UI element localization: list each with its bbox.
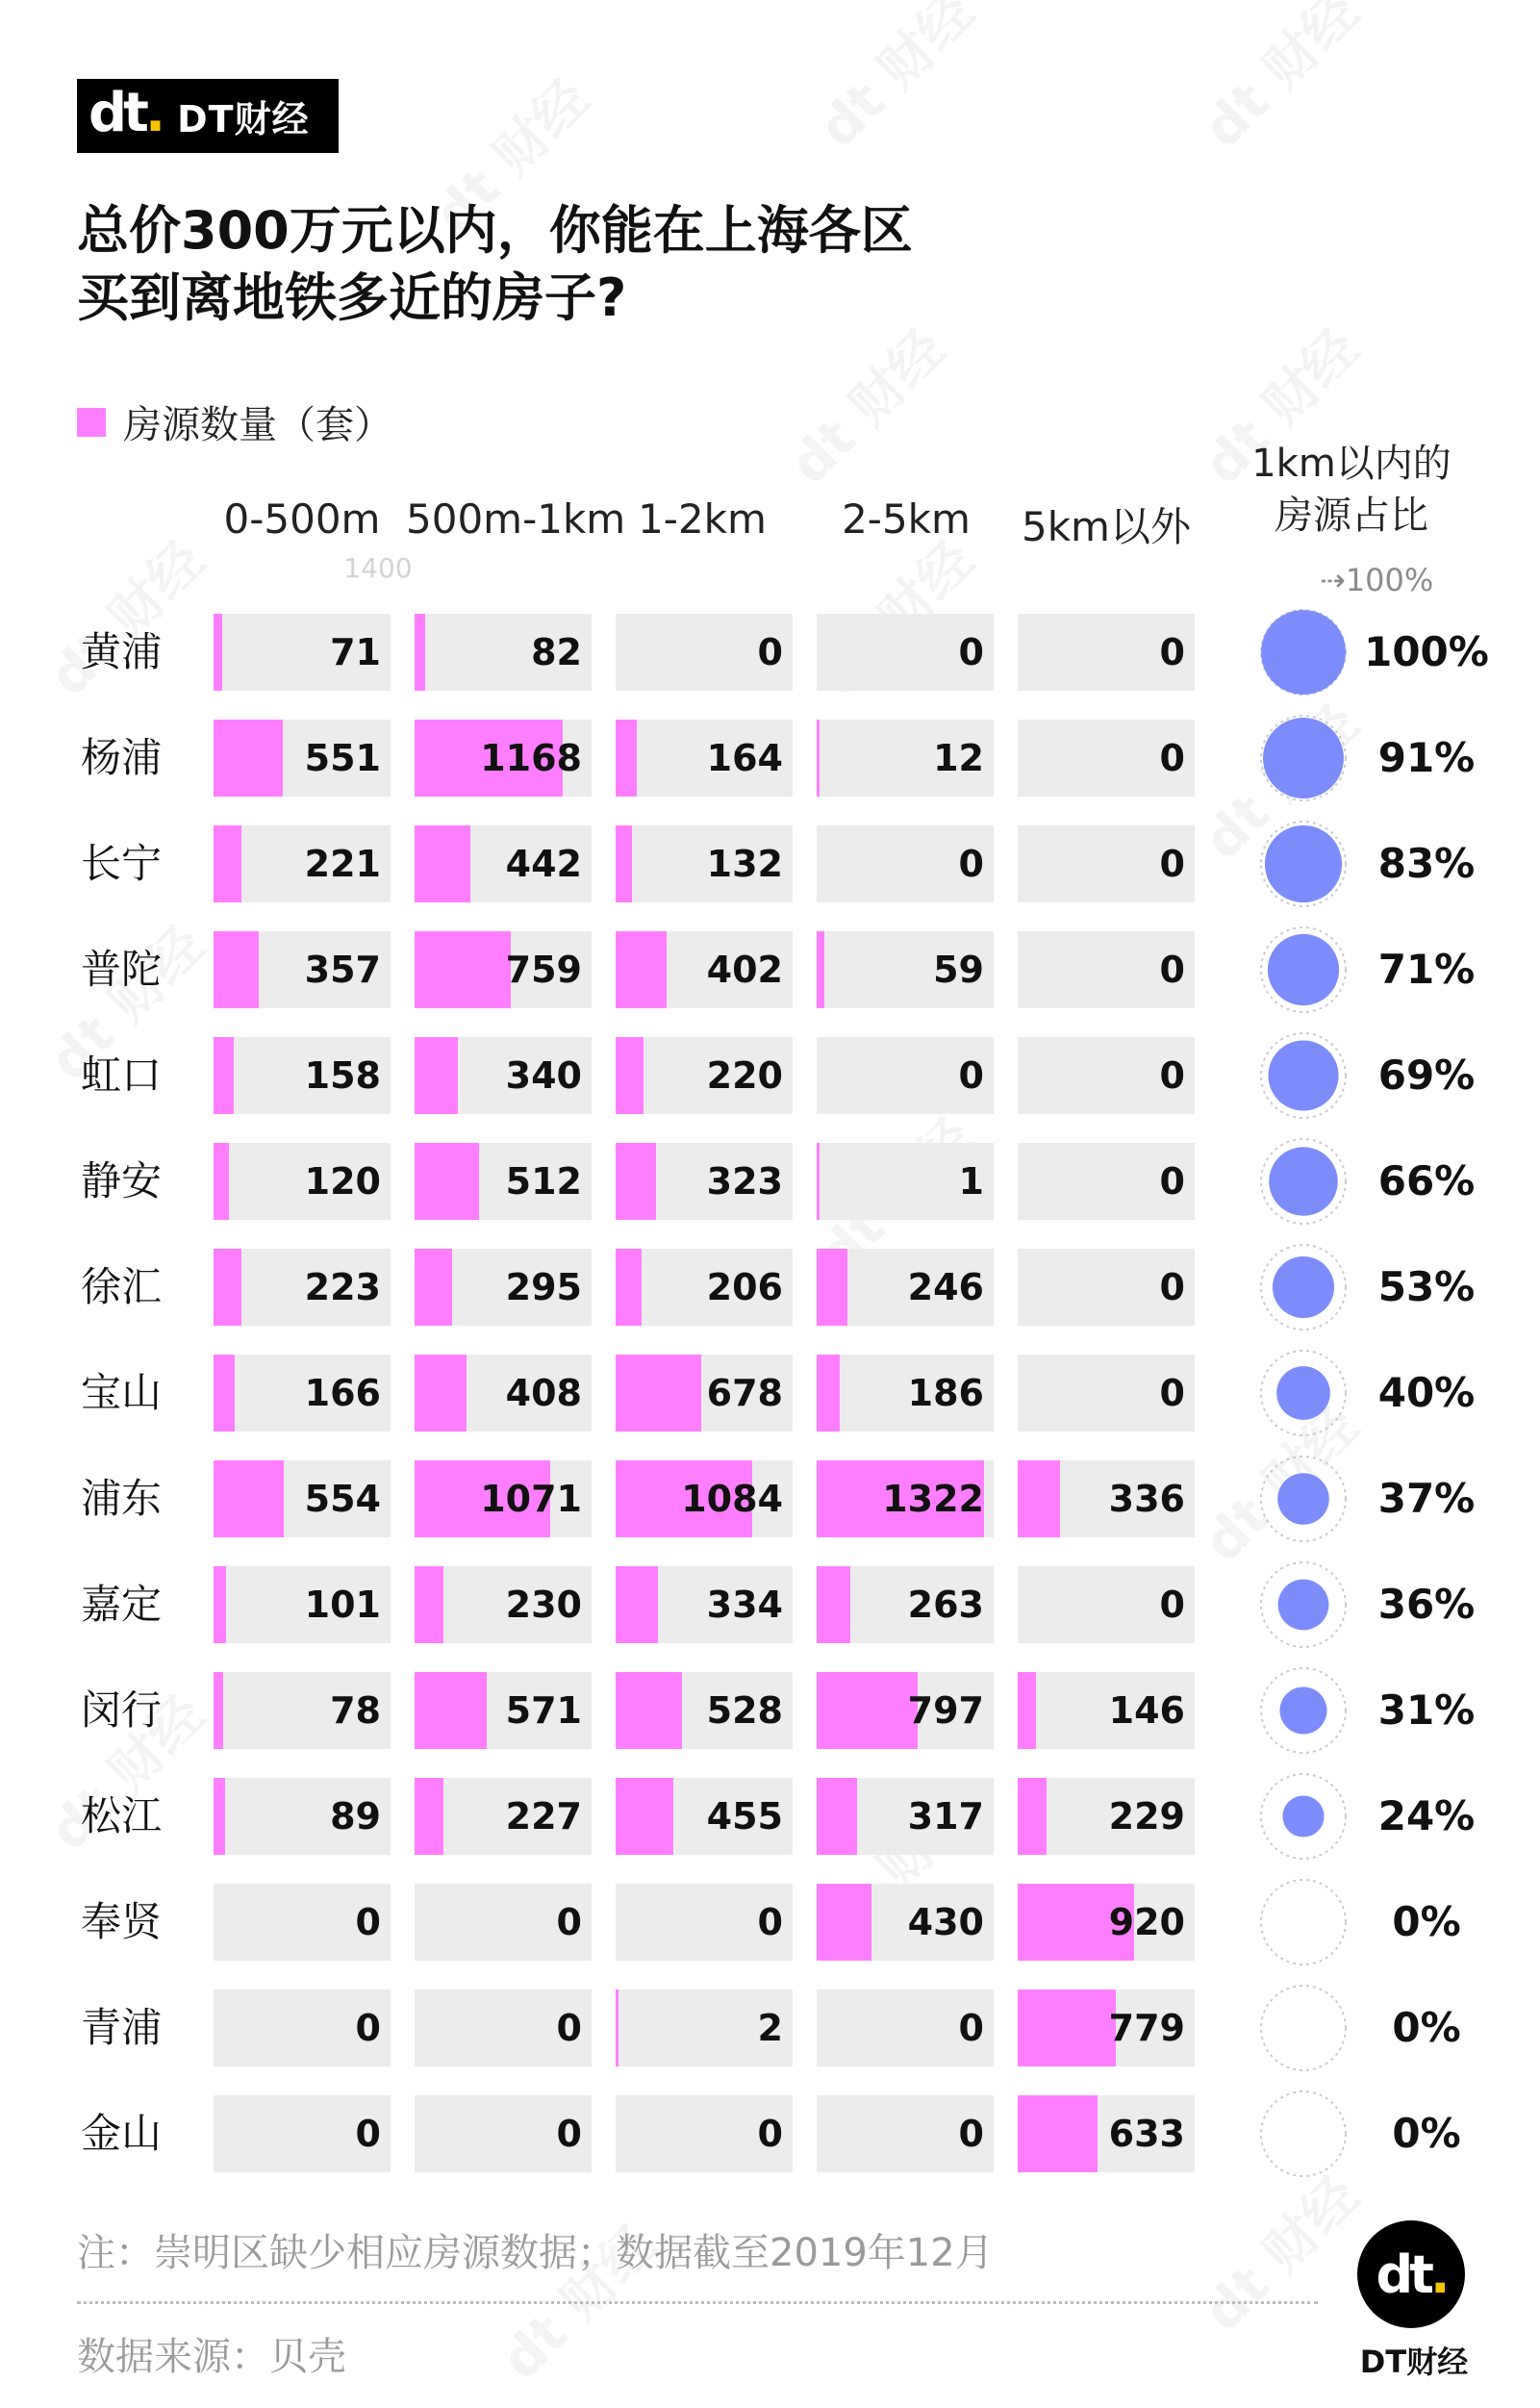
share-label: 0% [1392,2004,1461,2051]
bar-value-label: 132 [706,843,783,885]
share-label: 53% [1377,1263,1476,1310]
bar-value-label: 334 [706,1584,783,1626]
source-note: 数据来源：贝壳 [77,2335,346,2379]
share-label: 91% [1377,734,1476,781]
bar-value-label: 0 [757,631,783,673]
column-header-0: 0-500m [223,495,381,543]
share-circle-chart [1250,2081,1356,2187]
bar-cell [415,1990,592,2066]
bar-value-label: 186 [907,1372,984,1414]
bar-cell [1018,614,1195,691]
bar [817,1566,850,1643]
bar-value-label: 0 [355,2113,381,2155]
bar [415,1672,487,1749]
bar [1018,1460,1060,1537]
bar [214,1460,284,1537]
bar-value-label: 408 [505,1372,582,1414]
bar-cell [1018,1566,1195,1643]
share-header-line-2: 房源占比 [1275,494,1428,538]
share-circle-chart [1250,1552,1356,1658]
district-label: 闵行 [81,1686,163,1734]
district-label: 奉贤 [81,1898,163,1945]
bar-cell [415,1249,592,1326]
share-label: 66% [1377,1157,1476,1204]
share-circle-chart [1250,1340,1356,1446]
bar-cell [1018,2095,1195,2172]
bar-value-label: 0 [355,2007,381,2049]
district-label: 静安 [81,1157,163,1204]
bar-cell [214,825,391,902]
legend [77,394,392,449]
bar-value-label: 59 [933,949,984,991]
bar [214,1566,226,1643]
bar-cell [214,1884,391,1961]
bar-cell [214,1037,391,1114]
bar-cell [415,1460,592,1537]
district-label: 杨浦 [81,734,163,781]
bar-value-label: 779 [1108,2007,1185,2049]
share-circle-chart [1250,705,1356,811]
share-circle [1273,1256,1334,1318]
district-label: 徐汇 [81,1263,163,1310]
bar-cell [415,1355,592,1432]
bar-cell [214,1778,391,1855]
bar-value-label: 317 [907,1795,984,1838]
bar [1018,2095,1098,2172]
bar-value-label: 78 [330,1689,381,1732]
bar-cell [616,1460,793,1537]
share-circle [1280,1687,1327,1735]
bar-cell [415,2095,592,2172]
bar [415,1355,467,1432]
bar-value-label: 0 [1159,1054,1185,1097]
bar [817,1672,918,1749]
share-circle [1269,1147,1337,1215]
share-circle-chart [1250,811,1356,917]
bar-cell [616,2095,793,2172]
bar-cell [214,2095,391,2172]
bar-value-label: 0 [1159,1372,1185,1414]
district-label: 金山 [81,2110,163,2157]
bar-value-label: 164 [706,737,783,779]
share-circle-chart [1250,599,1356,705]
bar-cell [415,931,592,1008]
bar-cell [415,614,592,691]
bar-cell [214,1355,391,1432]
bar [415,1143,479,1220]
watermark [770,310,960,499]
share-label: 0% [1392,2110,1461,2157]
bar [415,1249,452,1326]
district-label: 松江 [81,1792,163,1839]
bar [616,1355,701,1432]
bar-cell [817,1884,994,1961]
share-label: 83% [1377,840,1476,887]
bar-cell [1018,1460,1195,1537]
bar-value-label: 0 [556,2113,582,2155]
bar [214,1143,229,1220]
bar-value-label: 158 [304,1054,381,1097]
share-circle [1277,1473,1329,1525]
bar-value-label: 0 [556,1901,582,1943]
share-label: 24% [1377,1792,1476,1839]
bar-cell [616,1143,793,1220]
bar-value-label: 1 [958,1160,984,1203]
bar [616,1037,644,1114]
bar-value-label: 230 [505,1584,582,1626]
bar [214,1778,225,1855]
share-label: 69% [1377,1052,1476,1099]
scale-max-label: 1400 [343,552,413,584]
bar [415,1566,443,1643]
legend-label: 房源数量（套） [123,403,392,447]
column-header-4: 5km以外 [1022,503,1191,550]
brand-name: DT财经 [177,98,310,140]
bar-value-label: 2 [757,2007,783,2049]
bar [817,720,820,797]
bar-value-label: 0 [1159,1160,1185,1203]
bar-cell [214,931,391,1008]
bar-value-label: 430 [907,1901,984,1943]
bar-value-label: 1322 [882,1478,984,1520]
bar [616,1672,682,1749]
bar-cell [1018,1990,1195,2066]
title-line-1: 总价300万元以内，你能在上海各区 [77,200,913,261]
bar [214,931,259,1008]
bar-cell [616,1566,793,1643]
bar-value-label: 120 [304,1160,381,1203]
bar [1018,1990,1116,2066]
bar-cell [1018,1884,1195,1961]
bar-cell [1018,931,1195,1008]
bar [415,1778,443,1855]
bar-cell [616,1778,793,1855]
bar-cell [1018,1355,1195,1432]
bar [616,1566,658,1643]
bar-cell [1018,1778,1195,1855]
bar-value-label: 512 [505,1160,582,1203]
share-circle [1278,1580,1329,1631]
bar-value-label: 227 [505,1795,582,1838]
bar-cell [214,614,391,691]
bar-cell [817,1778,994,1855]
district-label: 长宁 [81,840,163,887]
bar-cell [1018,1037,1195,1114]
share-circle-chart [1250,1975,1356,2081]
bar-value-label: 0 [1159,631,1185,673]
bar [1018,1672,1036,1749]
bar-cell [214,1990,391,2066]
bar-cell [616,825,793,902]
bar-cell [817,931,994,1008]
bar-cell [616,1355,793,1432]
bar [616,1249,642,1326]
share-label: 100% [1364,628,1489,675]
bar [214,1355,235,1432]
bar-cell [1018,1143,1195,1220]
legend-swatch [77,408,106,437]
bar-value-label: 229 [1108,1795,1185,1838]
bar [616,1778,673,1855]
bar-cell [616,720,793,797]
bar-cell [415,1672,592,1749]
share-reference-ring [1261,1986,1346,2070]
bar-value-label: 0 [958,843,984,885]
brand-badge: dt . [1357,2220,1465,2328]
bar-cell [1018,1249,1195,1326]
district-label: 嘉定 [81,1581,163,1628]
share-circle-chart [1250,1658,1356,1763]
bar [817,1355,840,1432]
bar [415,1037,458,1114]
bar-value-label: 0 [958,2113,984,2155]
share-circle-chart [1250,1869,1356,1975]
share-label: 31% [1377,1686,1476,1734]
share-label: 0% [1392,1898,1461,1945]
bar-value-label: 442 [505,843,582,885]
bar-cell [214,1672,391,1749]
bar-value-label: 246 [907,1266,984,1308]
bar-cell [817,1037,994,1114]
column-header-3: 2-5km [842,495,971,543]
bar-value-label: 0 [958,2007,984,2049]
bar-value-label: 633 [1108,2113,1185,2155]
share-header-line-1: 1km以内的 [1251,442,1452,486]
watermark [799,0,989,162]
bar-value-label: 402 [706,949,783,991]
bar-value-label: 455 [706,1795,783,1838]
bar-value-label: 223 [304,1266,381,1308]
bar-cell [817,720,994,797]
share-reference-ring [1261,2091,1346,2176]
share-label: 36% [1377,1581,1476,1628]
share-circle [1265,825,1342,902]
bar [214,1249,241,1326]
share-reference-ring [1261,1880,1346,1964]
bar-cell [214,1460,391,1537]
bar-value-label: 1168 [480,737,582,779]
bar [214,825,241,902]
bar-cell [415,1037,592,1114]
bar-cell [616,1990,793,2066]
bar-value-label: 571 [505,1689,582,1732]
bar [616,720,637,797]
share-header [1207,438,1496,542]
bar [817,1249,847,1326]
bar-cell [616,1249,793,1326]
share-label: 71% [1377,946,1476,993]
share-circle [1268,934,1339,1005]
bar-value-label: 101 [304,1584,381,1626]
district-label: 普陀 [81,946,163,993]
watermark [1184,0,1374,162]
share-reference-label: ⇢100% [1320,562,1434,598]
bar [817,1778,857,1855]
bar-cell [214,720,391,797]
brand-logo [77,79,339,153]
bar-cell [415,825,592,902]
bar-value-label: 206 [706,1266,783,1308]
column-header-1: 500m-1km [406,495,626,543]
bar-cell [817,1460,994,1537]
bar-value-label: 0 [757,1901,783,1943]
share-circle-chart [1250,1128,1356,1234]
bar [214,614,222,691]
bar-value-label: 797 [907,1689,984,1732]
bar-cell [817,1143,994,1220]
bar-cell [817,1249,994,1326]
bar-cell [817,825,994,902]
bar-cell [1018,825,1195,902]
bar-value-label: 678 [706,1372,783,1414]
bar-value-label: 340 [505,1054,582,1097]
bar-cell [415,720,592,797]
bar-value-label: 1071 [480,1478,582,1520]
bar-value-label: 1084 [681,1478,783,1520]
bar-value-label: 0 [556,2007,582,2049]
share-circle-chart [1250,1763,1356,1869]
bar-cell [214,1566,391,1643]
bar-cell [817,614,994,691]
bar [214,1037,234,1114]
bar-cell [616,1037,793,1114]
district-label: 虹口 [81,1052,163,1099]
bar-cell [817,1990,994,2066]
bar-value-label: 0 [1159,949,1185,991]
district-label: 宝山 [81,1369,163,1416]
share-circle [1263,718,1344,798]
title-line-2: 买到离地铁多近的房子? [77,267,627,328]
bar-value-label: 357 [304,949,381,991]
bar [616,1990,619,2066]
bar-cell [817,1355,994,1432]
bar-cell [817,1672,994,1749]
bar-value-label: 0 [1159,1266,1185,1308]
bar-value-label: 0 [1159,843,1185,885]
bar [616,1143,656,1220]
share-circle-chart [1250,1446,1356,1552]
district-label: 黄浦 [81,628,163,675]
bar-cell [1018,1672,1195,1749]
share-circle [1276,1366,1330,1420]
bar [616,825,632,902]
bar-cell [415,1143,592,1220]
bar-value-label: 166 [304,1372,381,1414]
bar-cell [415,1778,592,1855]
bar [817,1884,871,1961]
share-circle-chart [1250,917,1356,1023]
share-circle-chart [1250,1234,1356,1340]
bar [415,931,511,1008]
bar-value-label: 0 [958,631,984,673]
bar-value-label: 323 [706,1160,783,1203]
bar [214,720,283,797]
share-circle [1282,1795,1324,1837]
bar [415,614,425,691]
bar-value-label: 920 [1108,1901,1185,1943]
bar-value-label: 0 [757,2113,783,2155]
bar-value-label: 551 [304,737,381,779]
divider [77,2301,1318,2304]
share-circle [1261,610,1346,695]
bar-value-label: 0 [958,1054,984,1097]
page-title [77,197,1327,332]
bar [1018,1778,1047,1855]
share-circle-chart [1250,1023,1356,1128]
brand-badge-name: DT财经 [1359,2344,1469,2380]
bar-cell [817,1566,994,1643]
bar-value-label: 221 [304,843,381,885]
bar [214,1672,223,1749]
bar-value-label: 146 [1108,1689,1185,1732]
share-label: 40% [1377,1369,1476,1416]
bar-value-label: 554 [304,1478,381,1520]
bar [817,931,824,1008]
bar-cell [616,931,793,1008]
bar-value-label: 263 [907,1584,984,1626]
bar-value-label: 0 [1159,737,1185,779]
bar [415,825,470,902]
bar-cell [415,1566,592,1643]
share-label: 37% [1377,1475,1476,1522]
bar-value-label: 528 [706,1689,783,1732]
column-header-2: 1-2km [638,495,767,543]
bar-value-label: 71 [330,631,381,673]
bar-value-label: 82 [531,631,582,673]
bar-value-label: 0 [1159,1584,1185,1626]
bar-cell [214,1249,391,1326]
bar-value-label: 89 [330,1795,381,1838]
bar-value-label: 12 [933,737,984,779]
footnote: 注：崇明区缺少相应房源数据；数据截至2019年12月 [77,2231,994,2275]
bar-cell [616,1884,793,1961]
bar-cell [415,1884,592,1961]
district-label: 青浦 [81,2004,163,2051]
bar-value-label: 295 [505,1266,582,1308]
bar-value-label: 0 [355,1901,381,1943]
bar [817,1143,820,1220]
bar [616,931,667,1008]
logo-mark: dt. [88,81,163,144]
bar-value-label: 336 [1108,1478,1185,1520]
bar-cell [1018,720,1195,797]
bar-cell [616,1672,793,1749]
bar-value-label: 220 [706,1054,783,1097]
bar-cell [214,1143,391,1220]
bar-cell [616,614,793,691]
bar-value-label: 759 [505,949,582,991]
district-label: 浦东 [81,1475,163,1522]
bar-cell [817,2095,994,2172]
share-circle [1268,1040,1338,1110]
